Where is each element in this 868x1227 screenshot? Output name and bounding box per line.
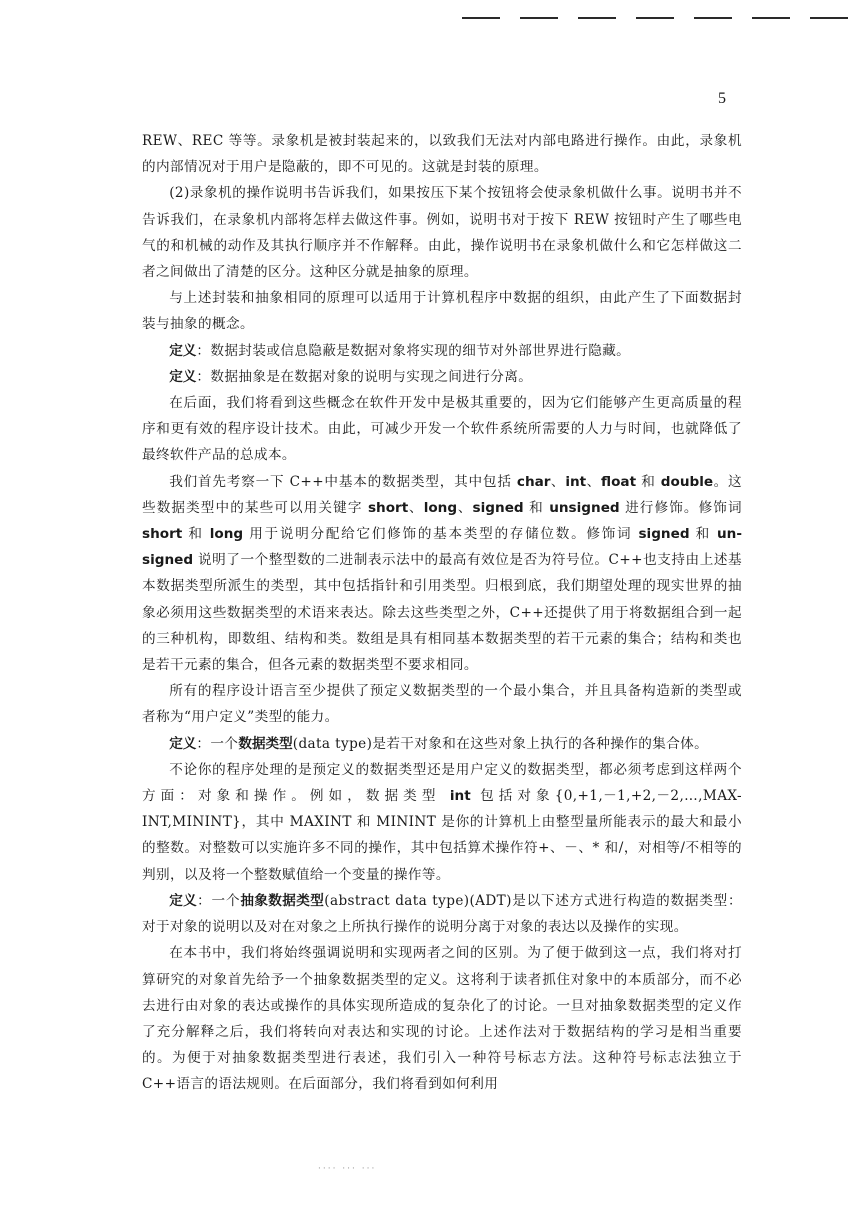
text-run: ：一个 [196, 735, 239, 752]
keyword: signed [472, 499, 524, 516]
text-run: 不论你的程序处理的是预定义的数据类型还是用户定义的数据类型，都必须考虑到这样两个方面：对象和操作。例如，数据类型 [142, 761, 742, 805]
text-run: 用于说明分配给它们修饰的基本类型的存储位数。修饰词 [243, 526, 639, 543]
keyword: double [660, 473, 714, 490]
definition-term: 数据类型 [238, 735, 293, 752]
text-run: 、 [550, 473, 566, 490]
keyword: short [367, 499, 409, 516]
definition-label: 定义 [169, 735, 197, 752]
keyword: signed [638, 526, 690, 543]
keyword: float [601, 473, 637, 490]
definition-label: 定义 [169, 342, 197, 359]
definition-term: 抽象数据类型 [240, 892, 325, 909]
page-body [142, 128, 742, 1098]
paragraph [142, 469, 742, 679]
keyword: char [516, 473, 551, 490]
text-run: 和 [523, 499, 550, 516]
text-run: 和 [636, 473, 661, 490]
paragraph [142, 757, 742, 888]
paragraph: 在后面，我们将看到这些概念在软件开发中是极其重要的，因为它们能够产生更高质量的程序和更有效的程序设计技术。由此，可减少开发一个软件系统所需要的人力与时间，也就降低了最终软件产品的总成本。 [142, 395, 742, 464]
text-run: ：一个 [197, 892, 241, 909]
definition-text: ：数据封装或信息隐蔽是数据对象将实现的细节对外部世界进行隐藏。 [196, 342, 631, 359]
definition-text: (abstract data type)(ADT)是以下述方式进行构造的数据类型：对于对象的说明以及对在对象之上所执行操作的说明分离于对象的表达以及操作的实现。 [142, 892, 743, 936]
keyword: int [565, 473, 587, 490]
definition [142, 731, 742, 757]
definition-text: ：数据抽象是在数据对象的说明与实现之间进行分离。 [196, 368, 533, 385]
text-run: 和 [689, 526, 717, 543]
definition [142, 364, 742, 390]
scan-artifact: ···· ··· ··· [318, 1164, 377, 1174]
definition [142, 888, 742, 940]
text-run: 。这些数据类型中的某些可以用关键字 [142, 473, 742, 516]
header-rule [462, 17, 862, 19]
keyword: long [209, 526, 244, 543]
paragraph: REW、REC 等等。录象机是被封装起来的，以致我们无法对内部电路进行操作。由此，录象机的内部情况对于用户是隐蔽的，即不可见的。这就是封装的原理。 [142, 133, 742, 176]
text-run: 、 [457, 499, 473, 516]
definition-label: 定义 [169, 892, 198, 909]
text-run: 、 [408, 499, 424, 516]
definition-text: (data type)是若干对象和在这些对象上执行的各种操作的集合体。 [292, 735, 709, 752]
keyword: short [142, 526, 183, 543]
text-run: 我们首先考察一下 C++中基本的数据类型，其中包括 [169, 473, 517, 490]
keyword: unsigned [549, 499, 620, 516]
text-run: 包括对象{0,+1,－1,+2,－2,…,MAX-INT,MININT}，其中 MAXINT 和 MININT 是你的计算机上由整型量所能表示的最大和最小的整数。对整数可以实施许多不同的操作，其中包括算术操作符+、－、* 和/，对相等/不相等的判别，以及将一个整数赋值给一个变量的操作等。 [142, 788, 743, 883]
text-run: 、 [586, 473, 602, 490]
paragraph: (2)录象机的操作说明书告诉我们，如果按压下某个按钮将会使录象机做什么事。说明书并不告诉我们，在录象机内部将怎样去做这件事。例如，说明书对于按下 REW 按钮时产生了哪些电气的和机械的动作及其执行顺序并不作解释。由此，操作说明书在录象机做什么和它怎样做这二者之间做出了清楚的区分。这种区分就是抽象的原理。 [142, 185, 742, 281]
definition [142, 338, 742, 364]
definition-label: 定义 [169, 368, 197, 385]
page-number: 5 [718, 90, 726, 107]
keyword: int [449, 788, 471, 805]
paragraph: 在本书中，我们将始终强调说明和实现两者之间的区别。为了便于做到这一点，我们将对打算研究的对象首先给予一个抽象数据类型的定义。这将利于读者抓住对象中的本质部分，而不必去进行由对象的表达或操作的具体实现所造成的复杂化了的讨论。一旦对抽象数据类型的定义作了充分解释之后，我们将转向对表达和实现的讨论。上述作法对于数据结构的学习是相当重要的。为便于对抽象数据类型进行表述，我们引入一种符号标志方法。这种符号标志法独立于C++语言的语法规则。在后面部分，我们将看到如何利用 [142, 945, 742, 1093]
keyword: long [423, 499, 458, 516]
text-run: 进行修饰。修饰词 [619, 499, 743, 516]
paragraph: 与上述封装和抽象相同的原理可以适用于计算机程序中数据的组织，由此产生了下面数据封装与抽象的概念。 [142, 290, 742, 333]
text-run: 说明了一个整型数的二进制表示法中的最高有效位是否为符号位。C++也支持由上述基本数据类型所派生的类型，其中包括指针和引用类型。归根到底，我们期望处理的现实世界的抽象必须用这些数据类型的术语来表达。除去这些类型之外，C++还提供了用于将数据组合到一起的三种机构，即数组、结构和类。数组是具有相同基本数据类型的若干元素的集合；结构和类也是若干元素的集合，但各元素的数据类型不要求相同。 [142, 552, 742, 674]
paragraph: 所有的程序设计语言至少提供了预定义数据类型的一个最小集合，并且具备构造新的类型或者称为“用户定义”类型的能力。 [142, 683, 742, 726]
keyword: un-signed [142, 526, 742, 569]
text-run: 和 [182, 526, 210, 543]
